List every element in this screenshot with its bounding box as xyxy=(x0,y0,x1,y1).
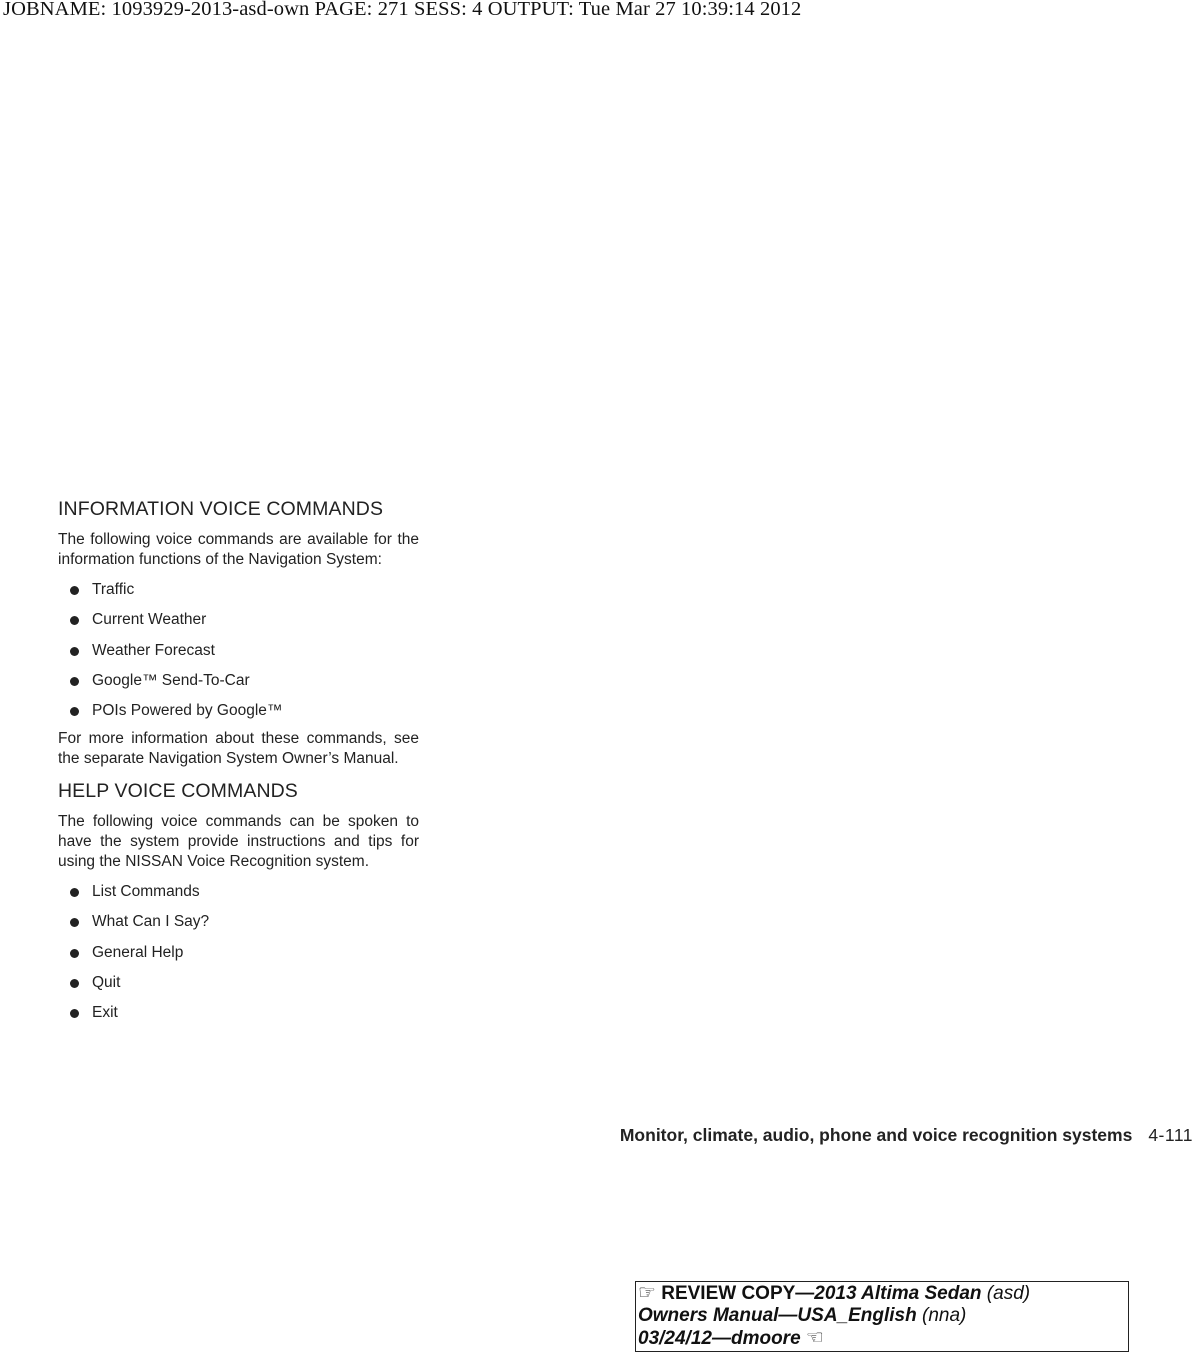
bullet-icon xyxy=(70,949,79,958)
footer-section-title: Monitor, climate, audio, phone and voice recognition systems xyxy=(619,1125,1133,1145)
list-item: Exit xyxy=(58,1003,419,1023)
help-command-list xyxy=(58,882,419,1023)
list-item: What Can I Say? xyxy=(58,912,419,932)
list-item: Weather Forecast xyxy=(58,641,419,661)
list-item: POIs Powered by Google™ xyxy=(58,701,419,721)
pointing-hand-left-icon: ☜ xyxy=(805,1327,824,1349)
page-number: 4-111 xyxy=(1148,1125,1193,1145)
information-intro: The following voice commands are available for the information functions of the Navigation System: xyxy=(58,531,419,568)
bullet-icon xyxy=(70,888,79,897)
review-line-3 xyxy=(638,1327,1128,1350)
bullet-icon xyxy=(70,707,79,716)
bullet-icon xyxy=(70,647,79,656)
bullet-icon xyxy=(70,677,79,686)
list-item: Quit xyxy=(58,973,419,993)
list-item: Traffic xyxy=(58,580,419,600)
information-command-list xyxy=(58,580,419,721)
review-copy-box xyxy=(635,1281,1129,1352)
list-item: List Commands xyxy=(58,882,419,902)
help-intro: The following voice commands can be spoken to have the system provide instructions and tips for using the NISSAN Voice Recognition system. xyxy=(58,812,419,870)
information-note: For more information about these commands, see the separate Navigation System Owner’s Manual. xyxy=(58,729,419,767)
bullet-icon xyxy=(70,1009,79,1018)
list-item: Current Weather xyxy=(58,610,419,630)
review-model: 2013 Altima Sedan xyxy=(814,1283,982,1304)
review-label: REVIEW COPY— xyxy=(661,1283,815,1304)
review-model-code: (asd) xyxy=(986,1283,1031,1304)
review-line-1 xyxy=(638,1282,1128,1305)
bullet-icon xyxy=(70,586,79,595)
review-manual-code: (nna) xyxy=(922,1305,967,1326)
job-header-line: JOBNAME: 1093929-2013-asd-own PAGE: 271 SESS: 4 OUTPUT: Tue Mar 27 10:39:14 2012 xyxy=(3,0,802,20)
list-item: General Help xyxy=(58,943,419,963)
bullet-icon xyxy=(70,979,79,988)
text-column xyxy=(58,496,419,1023)
review-line-2 xyxy=(638,1305,1128,1327)
information-heading: INFORMATION VOICE COMMANDS xyxy=(58,498,384,520)
bullet-icon xyxy=(70,616,79,625)
pointing-hand-right-icon: ☞ xyxy=(638,1282,656,1304)
help-heading: HELP VOICE COMMANDS xyxy=(58,779,298,802)
review-manual: Owners Manual—USA_English xyxy=(638,1305,917,1326)
page-footer xyxy=(620,1125,1193,1146)
review-date-author: 03/24/12—dmoore xyxy=(638,1328,801,1349)
bullet-icon xyxy=(70,918,79,927)
list-item: Google™ Send-To-Car xyxy=(58,671,419,691)
